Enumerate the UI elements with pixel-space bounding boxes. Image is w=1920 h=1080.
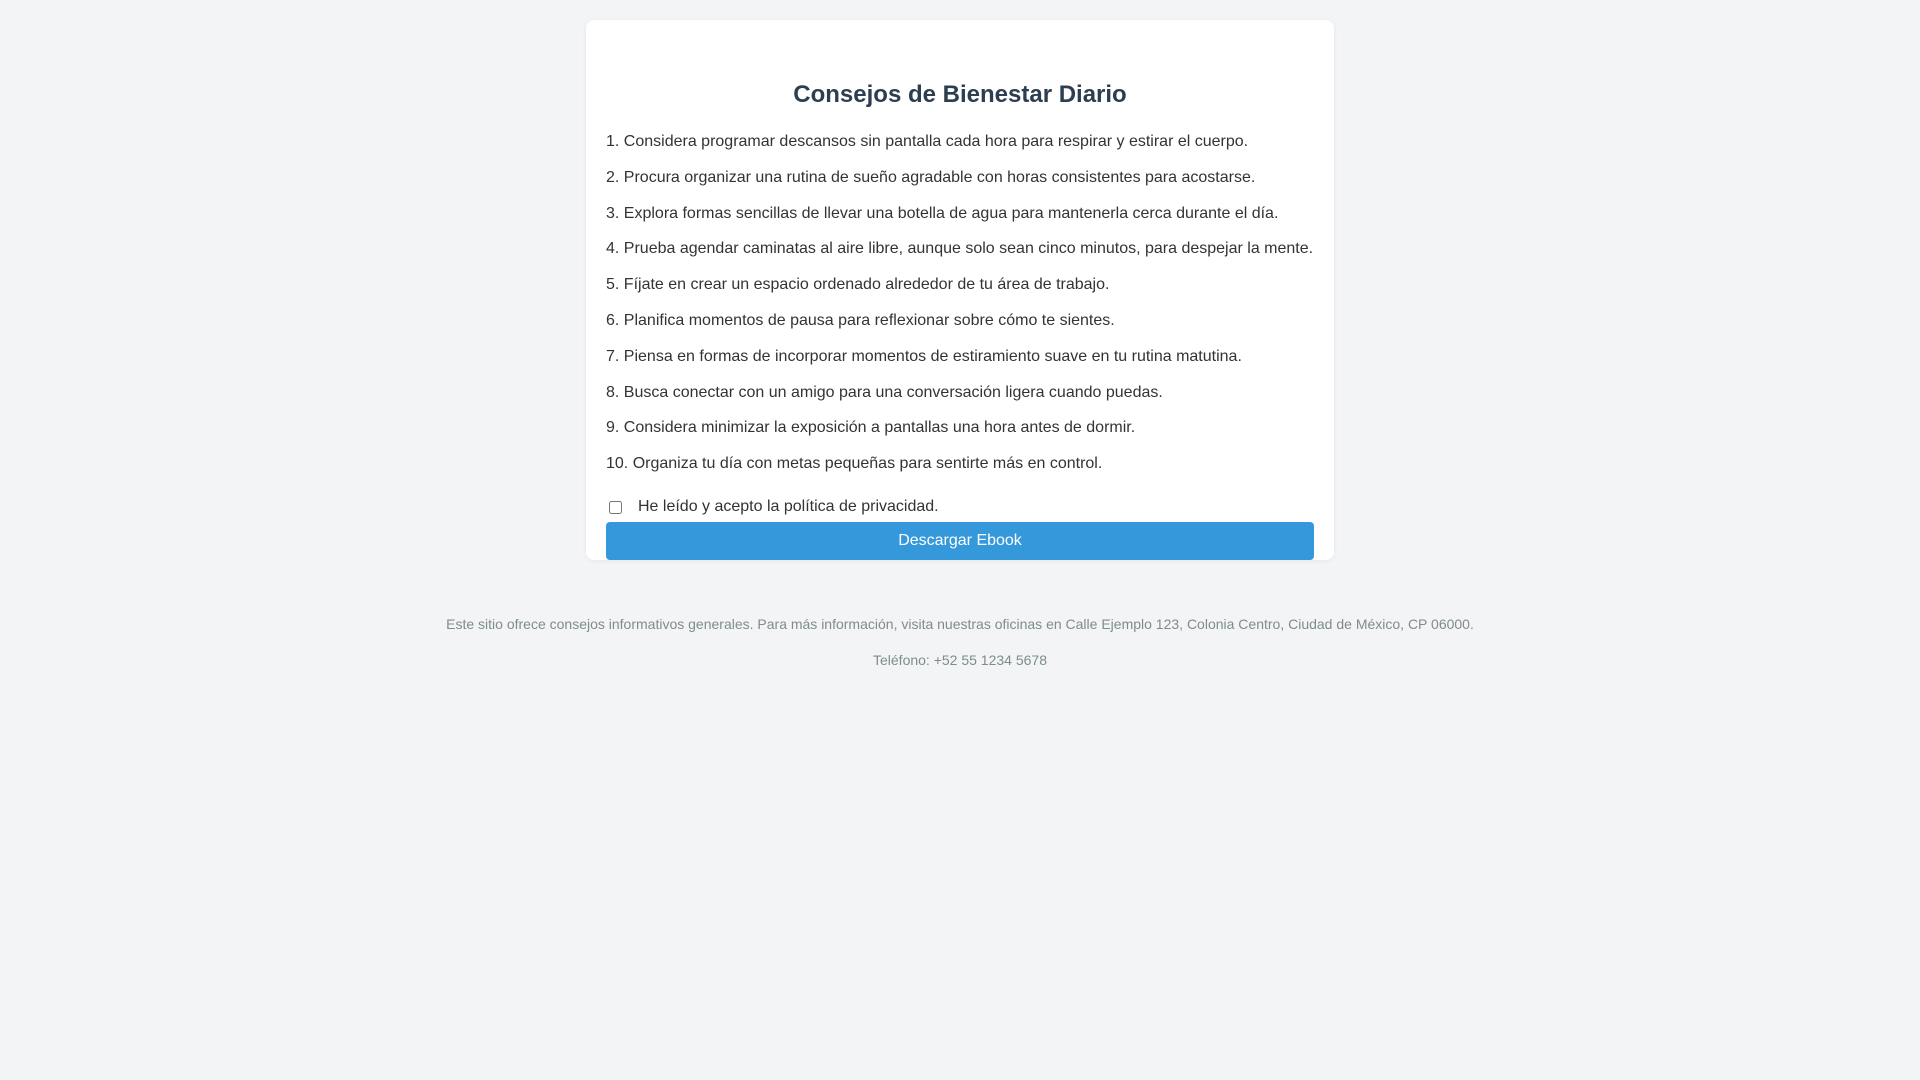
tip-item: 4. Prueba agendar caminatas al aire libre, aunque solo sean cinco minutos, para despejar la mente.	[606, 240, 1314, 258]
page-title: Consejos de Bienestar Diario	[793, 81, 1127, 108]
tip-item: 2. Procura organizar una rutina de sueño agradable con horas consistentes para acostarse.	[606, 168, 1256, 186]
tip-item: 6. Planifica momentos de pausa para reflexionar sobre cómo te sientes.	[606, 311, 1115, 329]
tip-item: 9. Considera minimizar la exposición a pantallas una hora antes de dormir.	[606, 419, 1136, 437]
tip-item: 5. Fíjate en crear un espacio ordenado alrededor de tu área de trabajo.	[606, 276, 1110, 294]
ebook-card	[586, 20, 1334, 560]
tip-item: 8. Busca conectar con un amigo para una conversación ligera cuando puedas.	[606, 383, 1163, 401]
tips-list	[606, 128, 1314, 486]
footer-phone: Teléfono: +52 55 1234 5678	[873, 652, 1047, 668]
tip-item: 7. Piensa en formas de incorporar momentos de estiramiento suave en tu rutina matutina.	[606, 347, 1242, 365]
tip-item: 3. Explora formas sencillas de llevar una botella de agua para mantenerla cerca durante el día.	[606, 204, 1279, 222]
privacy-consent[interactable]	[609, 498, 939, 516]
tip-item: 10. Organiza tu día con metas pequeñas para sentirte más en control.	[606, 455, 1103, 473]
footer-address: Este sitio ofrece consejos informativos generales. Para más información, visita nuestras oficinas en Calle Ejemplo 123, Colonia Centro, Ciudad de México, CP 06000.	[446, 616, 1474, 632]
tip-item: 1. Considera programar descansos sin pantalla cada hora para respirar y estirar el cuerpo.	[606, 133, 1249, 150]
privacy-consent-label: He leído y acepto la política de privacidad.	[638, 498, 939, 515]
footer	[0, 614, 1920, 670]
privacy-checkbox[interactable]	[609, 501, 622, 514]
download-ebook-button[interactable]: Descargar Ebook	[606, 522, 1314, 560]
